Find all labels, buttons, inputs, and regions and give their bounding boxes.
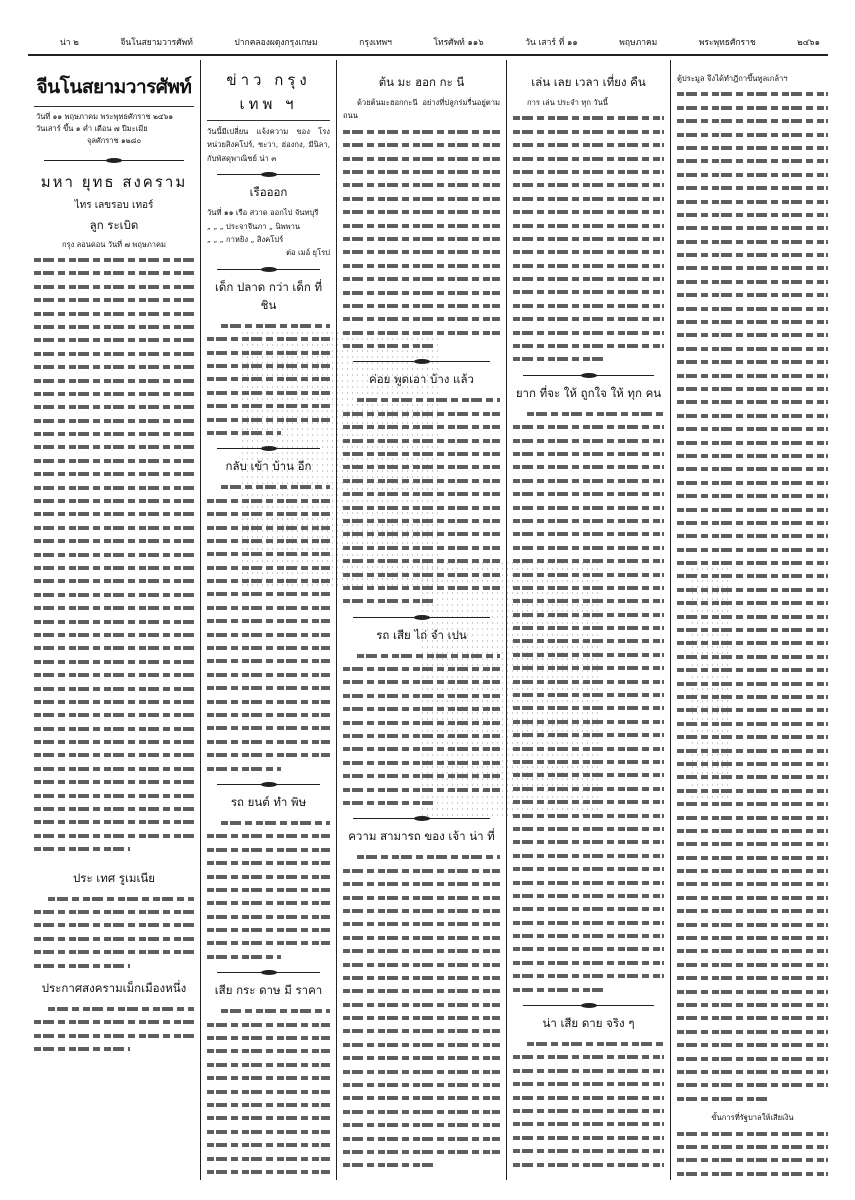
article-lead: ตู้ประมูล จึงได้ทำฎีกาขึ้นทูลเกล้าฯ xyxy=(677,74,788,83)
shipping-table xyxy=(207,206,330,260)
article-title: กลับ เข้า บ้าน อีก xyxy=(225,459,312,474)
divider xyxy=(217,969,320,976)
section-intro: วันนี้มีเปลี่ยน แจ้งความ ของ โรงหน่วยสิงคโปร์, ชะวา, ฮ่องกง, มีนิลา, กับพัสดุพาณิชย์ น่า ๓ xyxy=(207,127,330,163)
article-title: เด็ก ปลาด กว่า เด็ก ที่ ชิน xyxy=(214,279,323,312)
article-body xyxy=(207,319,330,440)
masthead: จีนโนสยามวารศัพท์ xyxy=(34,64,194,107)
shipping-title: เรือออก xyxy=(249,185,288,200)
article-title: รถ เสีย ไถ่ จำ เปน xyxy=(376,627,467,642)
divider xyxy=(523,1002,654,1009)
year: ๒๔๖๑ xyxy=(797,38,820,48)
article-title: ยาก ที่จะ ให้ ถูกใจ ให้ ทุก คน xyxy=(515,385,662,400)
article-body xyxy=(207,1004,330,1180)
day: วัน เสาร์ ที่ ๑๑ xyxy=(525,38,578,48)
article-title: น่า เสีย ดาย จริง ๆ xyxy=(542,1016,635,1031)
dateline-line: วันที่ ๑๑ พฤษภาคม พระพุทธศักราช ๒๔๖๑ xyxy=(36,112,174,121)
month: พฤษภาคม xyxy=(619,38,658,48)
article-body xyxy=(34,253,194,856)
article-body xyxy=(343,649,500,810)
article-body xyxy=(207,816,330,963)
dateline-line: จุลศักราช ๑๒๘๐ xyxy=(86,136,142,145)
divider xyxy=(353,614,490,621)
divider xyxy=(217,171,320,178)
column-4 xyxy=(506,60,670,1180)
dateline-line: วันเสาร์ ขึ้น ๑ ค่ำ เดือน ๗ ปีมะเมีย xyxy=(36,124,148,133)
page-number: น่า ๒ xyxy=(60,38,79,48)
divider xyxy=(217,781,320,788)
divider xyxy=(217,266,320,273)
article-body xyxy=(207,480,330,775)
divider xyxy=(44,157,184,164)
column-1 xyxy=(28,60,200,1180)
shipping-note: ต่อ เมอ์ ยุโรป xyxy=(286,248,330,258)
header-rule xyxy=(28,54,828,56)
divider xyxy=(217,445,320,452)
shipping-row: วันที่ ๑๑ เรือ สวาด ออกไป จันทบุรี xyxy=(207,208,319,218)
section-title: มหา ยุทธ สงคราม xyxy=(40,173,188,191)
running-header xyxy=(60,35,820,49)
article-body xyxy=(677,1127,828,1181)
article-title: เล่น เลย เวลา เที่ยง คืน xyxy=(531,75,646,89)
article-body xyxy=(343,125,500,353)
closing-line: ขั้นการที่รัฐบาลให้เสียเงิน xyxy=(711,1113,794,1123)
phone: โทรศัพท์ ๑๑๖ xyxy=(433,38,484,48)
address: ปากคลองผดุงกรุงเกษม xyxy=(234,38,318,48)
article-title: ความ สามารถ ของ เจ้า น่า ที่ xyxy=(348,829,495,844)
article-body xyxy=(513,407,664,996)
article-title: ประกาศสงครามเม็กเมืองหนึ่ง xyxy=(41,980,187,995)
article-lead: การ เล่น ประจำ ทุก วันนี้ xyxy=(527,98,608,107)
column-3 xyxy=(336,60,506,1180)
divider xyxy=(353,358,490,365)
article-title: รถ ยนต์ ทำ พิษ xyxy=(230,794,307,809)
dateline xyxy=(34,107,194,151)
article-lead: ด้วยต้นมะฮอกกะนี อย่างที่ปลูกร่มรื่นอยู่ตามถนน xyxy=(343,98,500,121)
section-source: ไทร เลขรอบ เทอร์ xyxy=(74,200,154,211)
article-lead: กรุง ลอนดอน วันที่ ๗ พฤษภาคม xyxy=(62,240,166,249)
column-2 xyxy=(200,60,336,1180)
section-header: ข่าว กรุง เทพ ฯ xyxy=(207,68,330,121)
article-title: ต้น มะ ฮอก กะ นี xyxy=(378,75,465,89)
article-title: ประ เทศ รูเมเนีย xyxy=(73,870,155,885)
era: พระพุทธศักราช xyxy=(698,38,756,48)
shipping-row: „ „ „ ประจาจีนภา „ นิพพาน xyxy=(207,221,301,231)
article-body xyxy=(513,1037,664,1171)
paper-name: จีนโนสยามวารศัพท์ xyxy=(120,38,193,48)
article-title: ค่อย พูดเอา บ้าง แล้ว xyxy=(369,372,474,387)
article-body xyxy=(343,393,500,607)
article-body xyxy=(34,892,194,972)
article-body xyxy=(513,111,664,365)
city: กรุงเทพฯ xyxy=(359,38,392,48)
article-body xyxy=(34,1002,194,1056)
article-body xyxy=(343,850,500,1171)
divider xyxy=(523,372,654,379)
divider xyxy=(353,815,490,822)
page-columns xyxy=(28,60,834,1180)
shipping-row: „ „ „ กาหยิง „ สิงคโปร์ xyxy=(207,235,284,245)
article-title: เสีย กระ ดาษ มี ราคา xyxy=(214,983,323,998)
article-title: ลูก ระเบิด xyxy=(89,218,139,232)
column-5 xyxy=(670,60,834,1180)
article-body xyxy=(677,87,828,1105)
